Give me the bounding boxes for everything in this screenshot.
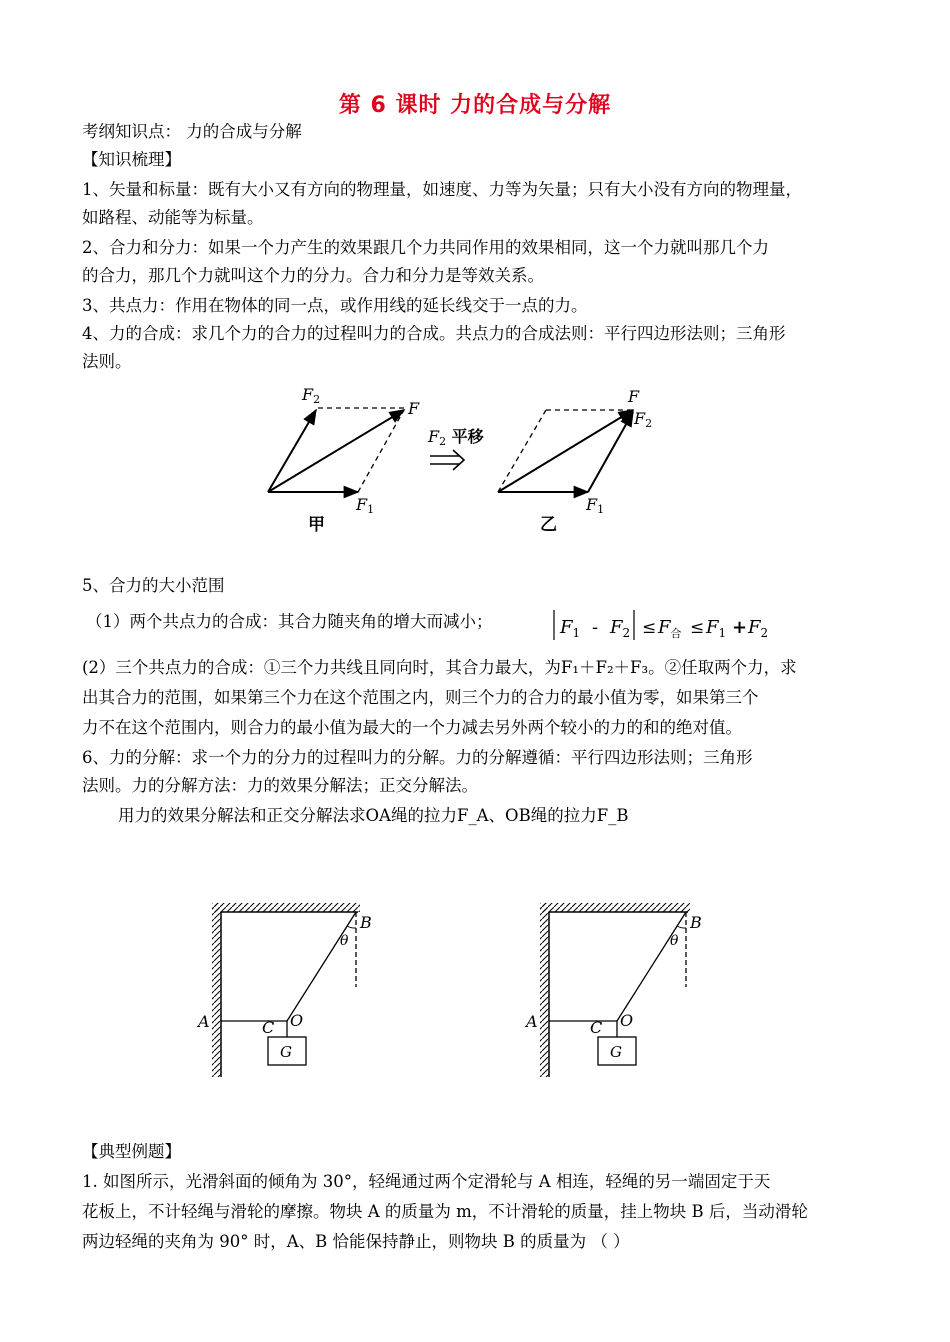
svg-text:θ: θ [340,933,349,949]
svg-text:A: A [198,1012,210,1031]
vector-f2-left [268,410,316,492]
question-1-cont2: 两边轻绳的夹角为 90° 时，A、B 恰能保持静止，则物块 B 的质量为 （ ） [82,1232,630,1251]
paragraph-1-cont: 如路程、动能等为标量。 [82,208,264,227]
paragraph-5-2: (2）三个共点力的合成：①三个力共线且同向时，其合力最大，为F₁＋F₂＋F₃。②任取两个力，求 [82,658,797,677]
section-knowledge: 【知识梳理】 [82,150,181,169]
paragraph-2: 2、合力和分力：如果一个力产生的效果跟几个力共同作用的效果相同，这一个力就叫那几个力 [82,238,769,257]
dashed-left-right [498,410,546,492]
label-f1-right: F1 [586,495,605,516]
paragraph-4: 4、力的合成：求几个力的合力的过程叫力的合成。共点力的合成法则：平行四边形法则；三角形 [82,324,786,343]
paragraph-2-cont: 的合力，那几个力就叫这个力的分力。合力和分力是等效关系。 [82,266,544,285]
svg-text:F2: $F_2$ [610,617,631,640]
section-examples: 【典型例题】 [82,1142,181,1161]
vector-f-left [268,410,404,492]
svg-text:F1: $F_1$ [560,617,581,640]
paragraph-1: 1、矢量和标量：既有大小又有方向的物理量，如速度、力等为矢量；只有大小没有方向的物理量， [82,180,802,199]
svg-text:≤: ≤ [642,618,657,638]
paragraph-5-1: （1）两个共点力的合成：其合力随夹角的增大而减小； [86,612,493,631]
question-1: 1. 如图所示，光滑斜面的倾角为 30°，轻绳通过两个定滑轮与 A 相连，轻绳的另一端固定于天 [82,1172,771,1191]
paragraph-6: 6、力的分解：求一个力的分力的过程叫力的分解。力的分解遵循：平行四边形法则；三角形 [82,748,753,767]
label-yi: 乙 [540,515,557,535]
paragraph-5: 5、合力的大小范围 [82,576,225,595]
question-1-cont: 花板上，不计轻绳与滑轮的摩擦。物块 A 的质量为 m，不计滑轮的质量，挂上物块 B 后，当动滑轮 [82,1202,808,1221]
label-f-right: F [628,387,640,406]
svg-text:G: G [610,1043,622,1061]
svg-text:G: G [280,1043,292,1061]
paragraph-7: 用力的效果分解法和正交分解法求OA绳的拉力F_A、OB绳的拉力F_B [118,806,629,825]
svg-text:B: B [690,913,702,932]
svg-text:+: + [732,617,748,638]
rope-figure-right [518,895,718,1085]
paragraph-3: 3、共点力：作用在物体的同一点，或作用线的延长线交于一点的力。 [82,296,588,315]
label-translate: F2 平移 [428,427,484,448]
label-f-left: F [408,399,420,418]
svg-text:F1: $F_1$ [706,617,727,640]
label-f2-right: F2 [634,409,653,430]
svg-text:A: A [526,1012,538,1031]
paragraph-6-cont: 法则。力的分解方法：力的效果分解法；正交分解法。 [82,776,478,795]
svg-text:C: C [262,1018,275,1037]
svg-text:F合: $F_合$ [658,617,682,640]
svg-text:≤: ≤ [690,618,705,638]
paragraph-4-cont: 法则。 [82,352,132,371]
svg-text:C: C [590,1018,603,1037]
label-f2-left: F2 [302,385,321,406]
outline-line: 考纲知识点： 力的合成与分解 [82,122,302,141]
svg-text:θ: θ [670,933,679,949]
svg-text:O: O [290,1011,304,1030]
force-composition-figure [250,380,670,540]
svg-text:-: - [592,617,599,638]
vector-f-right [498,410,633,492]
label-jia: 甲 [308,515,325,535]
resultant-range-formula [548,606,788,646]
svg-text:F2: $F_2$ [748,617,769,640]
page-title: 第 6 课时 力的合成与分解 [338,93,612,118]
dashed-right-left [358,410,404,492]
label-f1-left: F1 [356,495,375,516]
rope-figure-left [190,895,390,1085]
double-arrow-icon [430,450,464,470]
paragraph-5-2-cont2: 力不在这个范围内，则合力的最小值为最大的一个力减去另外两个较小的力的和的绝对值。 [82,718,742,737]
svg-text:O: O [620,1011,634,1030]
paragraph-5-2-cont: 出其合力的范围，如果第三个力在这个范围之内，则三个力的合力的最小值为零，如果第三个 [82,688,759,707]
svg-text:B: B [360,913,372,932]
